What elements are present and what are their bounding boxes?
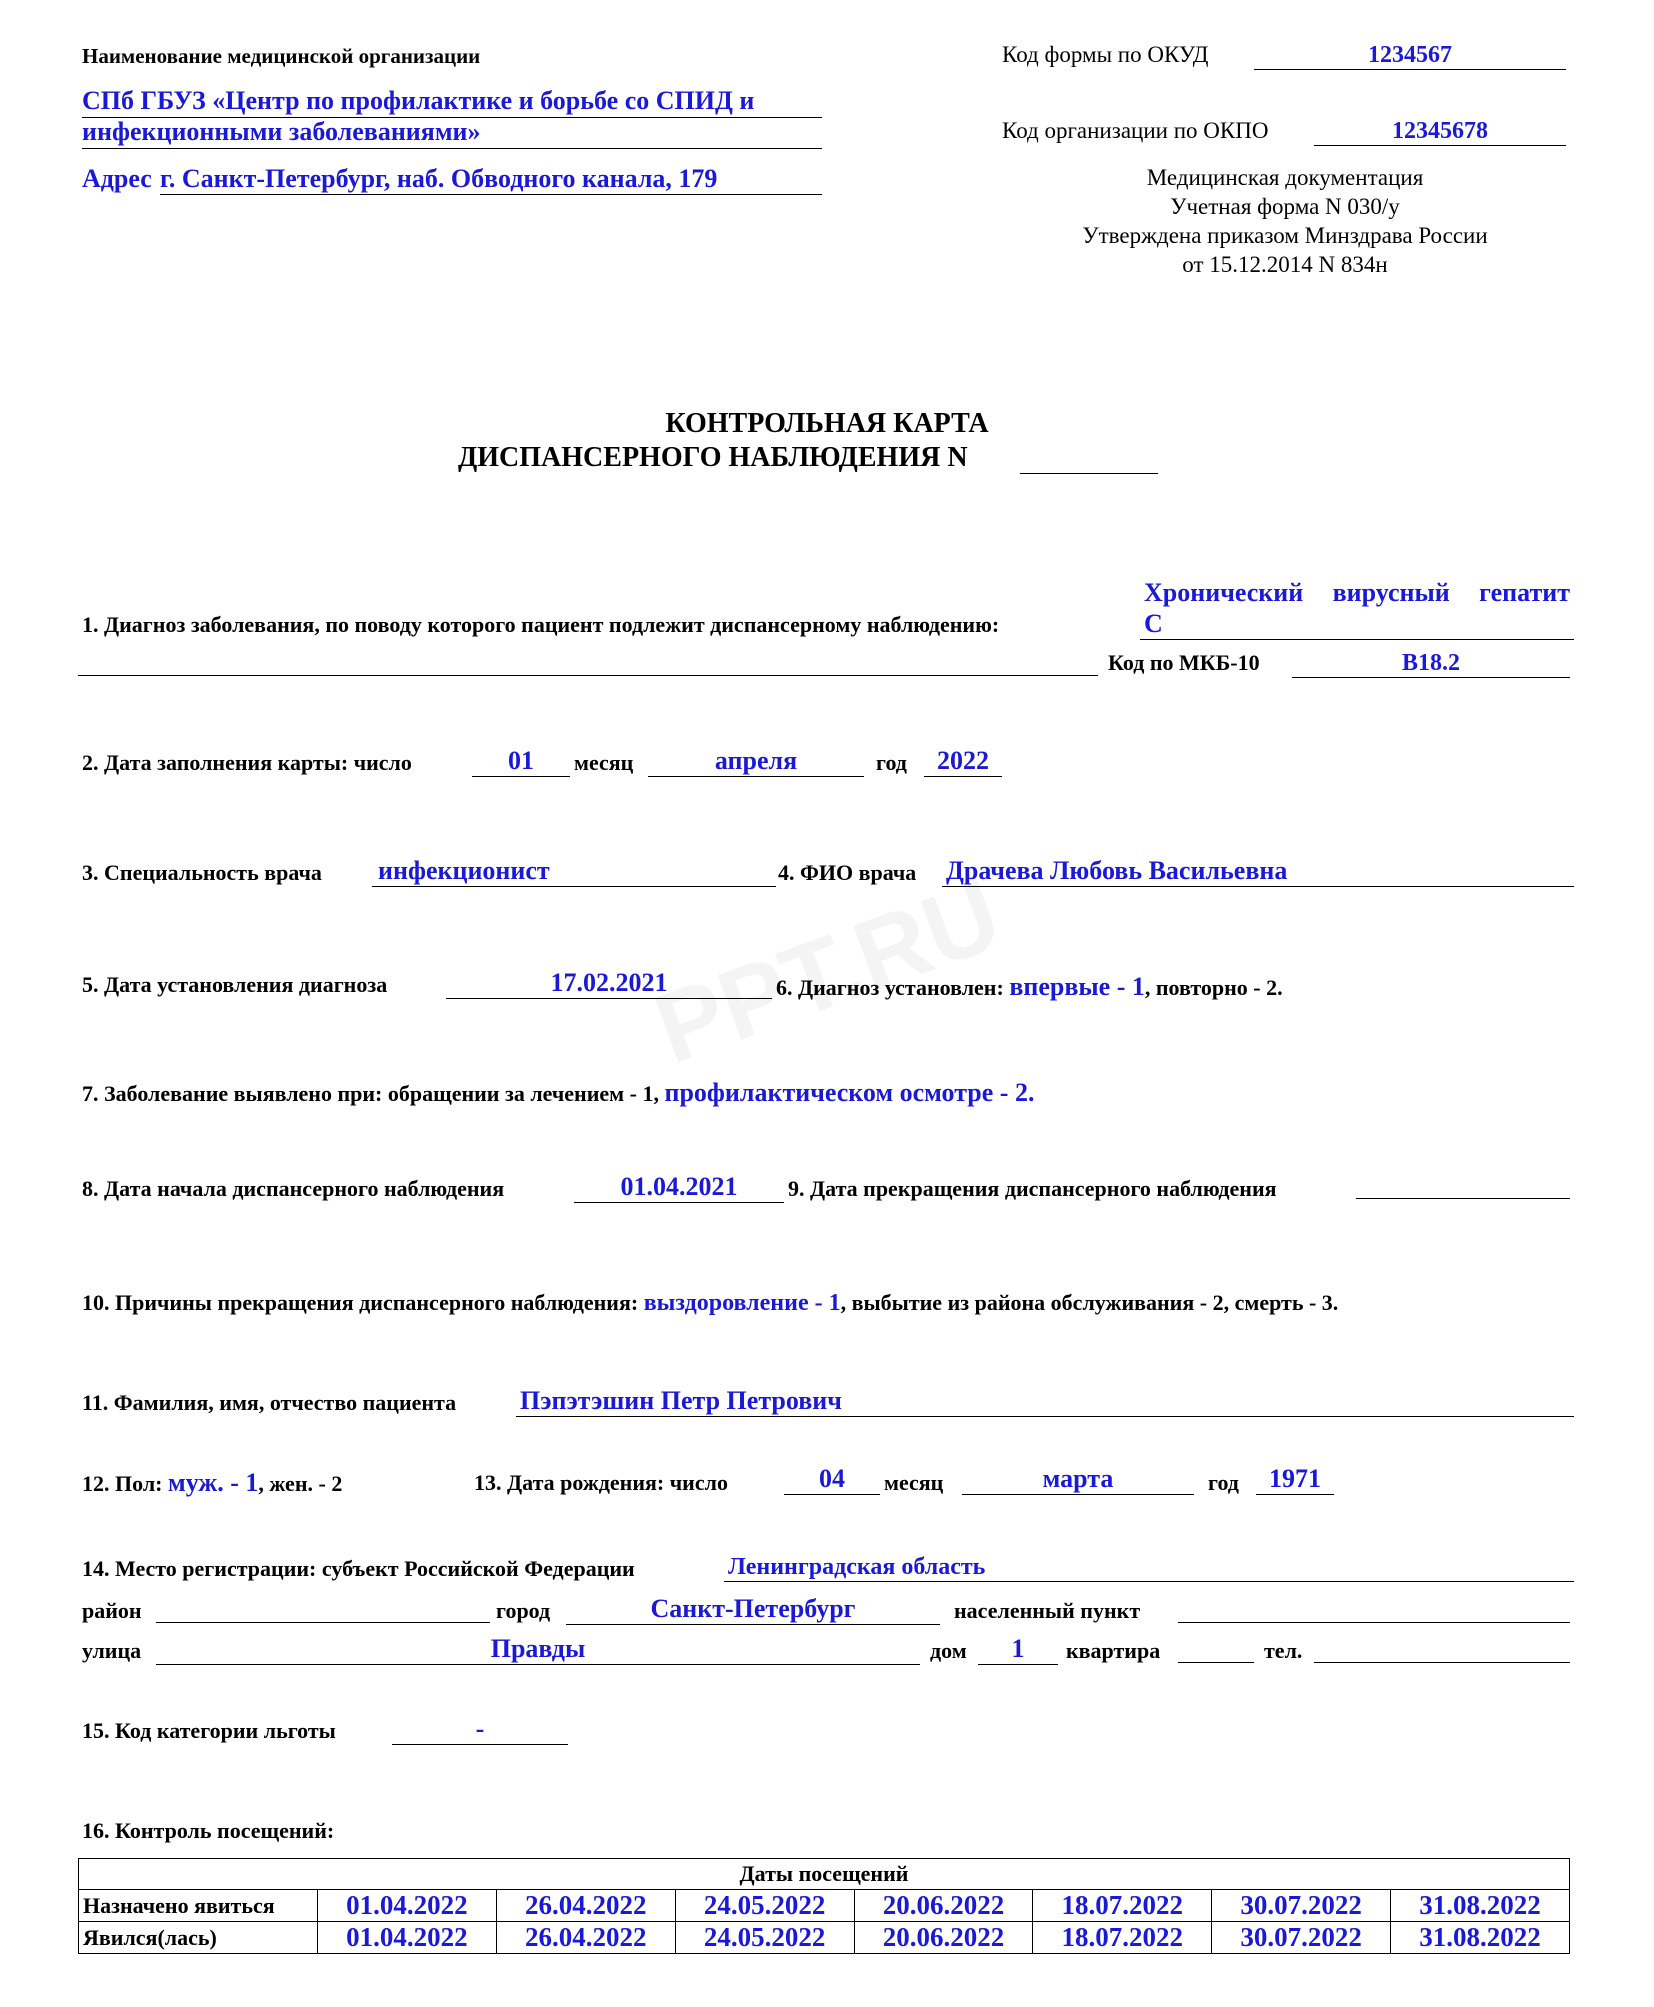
birth-date-label: 13. Дата рождения: число xyxy=(474,1470,728,1495)
birth-day-value: 04 xyxy=(784,1464,880,1495)
address-label: Адрес xyxy=(82,164,152,193)
benefit-code-value: - xyxy=(392,1714,568,1745)
title-line1: КОНТРОЛЬНАЯ КАРТА xyxy=(665,408,989,439)
org-label: Наименование медицинской организации xyxy=(82,44,481,68)
diagnosis-established-line xyxy=(776,972,1283,1002)
end-reason-rest: , выбытие из района обслуживания - 2, смерть - 3. xyxy=(840,1290,1339,1315)
card-number-line xyxy=(1020,473,1158,474)
scheduled-date: 01.04.2022 xyxy=(318,1890,497,1922)
okpo-value: 12345678 xyxy=(1314,118,1566,146)
detected-label: 7. Заболевание выявлено при: обращении за лечением - 1, xyxy=(82,1081,659,1106)
address-value: г. Санкт-Петербург, наб. Обводного канала, 179 xyxy=(160,164,822,195)
scheduled-date: 24.05.2022 xyxy=(675,1890,854,1922)
scheduled-date: 31.08.2022 xyxy=(1391,1890,1570,1922)
sex-choice: муж. - 1 xyxy=(168,1468,259,1497)
house-label: дом xyxy=(930,1638,967,1663)
mkb-value: В18.2 xyxy=(1292,650,1570,678)
settlement-line xyxy=(1178,1622,1570,1623)
attended-date: 24.05.2022 xyxy=(675,1922,854,1954)
diagnosis-established-choice: впервые - 1 xyxy=(1009,972,1145,1001)
district-line xyxy=(156,1622,490,1623)
fill-date-month: апреля xyxy=(648,746,864,777)
phone-line xyxy=(1314,1662,1570,1663)
end-reason-choice: выздоровление - 1 xyxy=(643,1290,841,1316)
street-value: Правды xyxy=(156,1634,920,1665)
visits-header-row xyxy=(79,1859,1570,1890)
attended-date: 30.07.2022 xyxy=(1212,1922,1391,1954)
doc-line-3: Утверждена приказом Минздрава России xyxy=(1082,223,1488,248)
fill-date-year-label: год xyxy=(876,750,907,775)
org-name-underline-2 xyxy=(82,148,822,149)
doctor-name-label: 4. ФИО врача xyxy=(778,860,917,885)
birth-year-value: 1971 xyxy=(1256,1464,1334,1495)
attended-date: 20.06.2022 xyxy=(854,1922,1033,1954)
org-name-line2: инфекционными заболеваниями» xyxy=(82,117,481,146)
diagnosis-extra-line xyxy=(78,675,1098,676)
end-reason-label: 10. Причины прекращения диспансерного наблюдения: xyxy=(82,1290,639,1315)
fill-date-year: 2022 xyxy=(924,746,1002,777)
visits-header: Даты посещений xyxy=(79,1859,1570,1890)
doctor-specialty-label: 3. Специальность врача xyxy=(82,860,322,885)
apartment-line xyxy=(1178,1662,1254,1663)
diagnosis-value-1: Хронический вирусный гепатит xyxy=(1144,578,1570,607)
okpo-label: Код организации по ОКПО xyxy=(1002,118,1269,143)
scheduled-date: 26.04.2022 xyxy=(496,1890,675,1922)
street-label: улица xyxy=(82,1638,142,1663)
sex-line xyxy=(82,1468,342,1498)
diagnosis-value-2: С xyxy=(1140,609,1574,640)
okud-label: Код формы по ОКУД xyxy=(1002,42,1209,67)
registration-label: 14. Место регистрации: субъект Российской Федерации xyxy=(82,1556,635,1581)
attended-date: 18.07.2022 xyxy=(1033,1922,1212,1954)
birth-month-value: марта xyxy=(962,1464,1194,1495)
observation-start-value: 01.04.2021 xyxy=(574,1172,784,1203)
birth-year-label: год xyxy=(1208,1470,1239,1495)
district-label: район xyxy=(82,1598,142,1623)
city-value: Санкт-Петербург xyxy=(566,1594,940,1625)
apartment-label: квартира xyxy=(1066,1638,1161,1663)
house-value: 1 xyxy=(978,1634,1058,1665)
table-row xyxy=(79,1922,1570,1954)
table-row xyxy=(79,1890,1570,1922)
detected-line xyxy=(82,1078,1034,1108)
doctor-specialty-value: инфекционист xyxy=(372,856,776,887)
diagnosis-label: 1. Диагноз заболевания, по поводу которого пациент подлежит диспансерному наблюдению: xyxy=(82,612,1000,637)
title-line2: ДИСПАНСЕРНОГО НАБЛЮДЕНИЯ N xyxy=(458,442,968,473)
observation-end-label: 9. Дата прекращения диспансерного наблюдения xyxy=(788,1176,1277,1201)
diagnosis-date-value: 17.02.2021 xyxy=(446,968,772,999)
detected-choice: профилактическом осмотре - 2. xyxy=(664,1078,1035,1107)
diagnosis-established-rest: , повторно - 2. xyxy=(1144,975,1283,1000)
fill-date-month-label: месяц xyxy=(574,750,634,775)
observation-end-line xyxy=(1356,1198,1570,1199)
org-name-line1: СПб ГБУЗ «Центр по профилактике и борьбе со СПИД и xyxy=(82,86,755,115)
row-label-attended: Явился(лась) xyxy=(79,1922,318,1954)
visits-control-label: 16. Контроль посещений: xyxy=(82,1818,335,1843)
end-reason-line xyxy=(82,1290,1338,1317)
mkb-label: Код по МКБ-10 xyxy=(1108,650,1260,675)
phone-label: тел. xyxy=(1264,1638,1303,1663)
doc-line-1: Медицинская документация xyxy=(1146,165,1424,190)
settlement-label: населенный пункт xyxy=(954,1598,1141,1623)
attended-date: 01.04.2022 xyxy=(318,1922,497,1954)
scheduled-date: 20.06.2022 xyxy=(854,1890,1033,1922)
attended-date: 31.08.2022 xyxy=(1391,1922,1570,1954)
diagnosis-date-label: 5. Дата установления диагноза xyxy=(82,972,388,997)
attended-date: 26.04.2022 xyxy=(496,1922,675,1954)
observation-start-label: 8. Дата начала диспансерного наблюдения xyxy=(82,1176,505,1201)
scheduled-date: 30.07.2022 xyxy=(1212,1890,1391,1922)
doctor-name-value: Драчева Любовь Васильевна xyxy=(942,856,1574,887)
birth-month-label: месяц xyxy=(884,1470,944,1495)
okud-value: 1234567 xyxy=(1254,42,1566,70)
diagnosis-established-label: 6. Диагноз установлен: xyxy=(776,975,1004,1000)
registration-subject-value: Ленинградская область xyxy=(724,1554,1574,1582)
city-label: город xyxy=(496,1598,551,1623)
fill-date-label: 2. Дата заполнения карты: число xyxy=(82,750,412,775)
benefit-code-label: 15. Код категории льготы xyxy=(82,1718,336,1743)
fill-date-day: 01 xyxy=(472,746,570,777)
scheduled-date: 18.07.2022 xyxy=(1033,1890,1212,1922)
visits-table xyxy=(78,1858,1570,1954)
patient-name-value: Пэпэтэшин Петр Петрович xyxy=(516,1386,1574,1417)
sex-rest: , жен. - 2 xyxy=(258,1471,343,1496)
doc-line-4: от 15.12.2014 N 834н xyxy=(1182,252,1388,277)
row-label-scheduled: Назначено явиться xyxy=(79,1890,318,1922)
sex-label: 12. Пол: xyxy=(82,1471,163,1496)
doc-line-2: Учетная форма N 030/у xyxy=(1170,194,1400,219)
patient-name-label: 11. Фамилия, имя, отчество пациента xyxy=(82,1390,457,1415)
